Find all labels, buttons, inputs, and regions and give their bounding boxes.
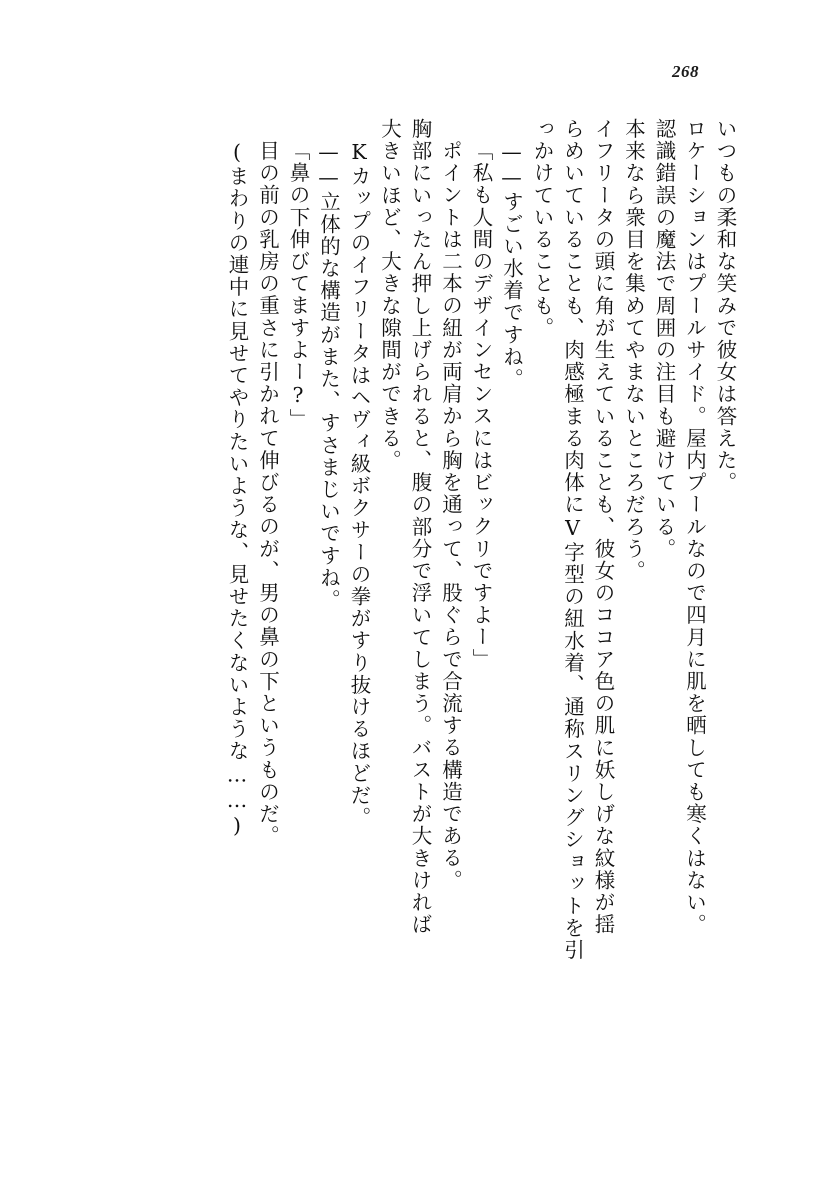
text-line: ——立体的な構造がまた、すさまじいですね。	[316, 140, 341, 612]
text-line: ポイントは二本の紐が両肩から胸を通って、股ぐらで合流する構造である。	[438, 140, 463, 892]
text-line: らめいていることも、肉感極まる肉体にV字型の紐水着、通称スリングショットを引	[560, 118, 585, 962]
text-line: 認識錯誤の魔法で周囲の注目も避けている。	[652, 118, 676, 560]
text-line: 本来なら衆目を集めてやまないところだろう。	[621, 118, 646, 583]
text-line: 「鼻の下伸びてますよー?」	[286, 140, 310, 431]
text-line: ——すごい水着ですね。	[499, 140, 524, 391]
text-line: Kカップのイフリータはヘヴィ級ボクサーの拳がすり抜けるほどだ。	[347, 140, 371, 829]
text-line: ロケーションはプールサイド。屋内プールなので四月に肌を晒しても寒くはない。	[682, 118, 707, 936]
page-number: 268	[672, 62, 699, 81]
text-line: っかけていることも。	[530, 118, 554, 339]
text-line: 大きいほど、大きな隙間ができる。	[377, 118, 402, 472]
body-text-block	[125, 118, 735, 1078]
text-line: (まわりの連中に見せてやりたいような、見せたくないような……)	[225, 140, 249, 840]
text-line: イフリータの頭に角が生えていることも、彼女のココア色の肌に妖しげな紋様が揺	[591, 118, 615, 936]
text-line: 胸部にいったん押し上げられると、腹の部分で浮いてしまう。バストが大きければ	[408, 118, 432, 936]
text-line: 目の前の乳房の重さに引かれて伸びるのが、男の鼻の下というものだ。	[255, 140, 280, 848]
text-line: 「私も人間のデザインセンスにはビックリですよー」	[469, 140, 493, 671]
text-line: いつもの柔和な笑みで彼女は答えた。	[713, 118, 737, 494]
